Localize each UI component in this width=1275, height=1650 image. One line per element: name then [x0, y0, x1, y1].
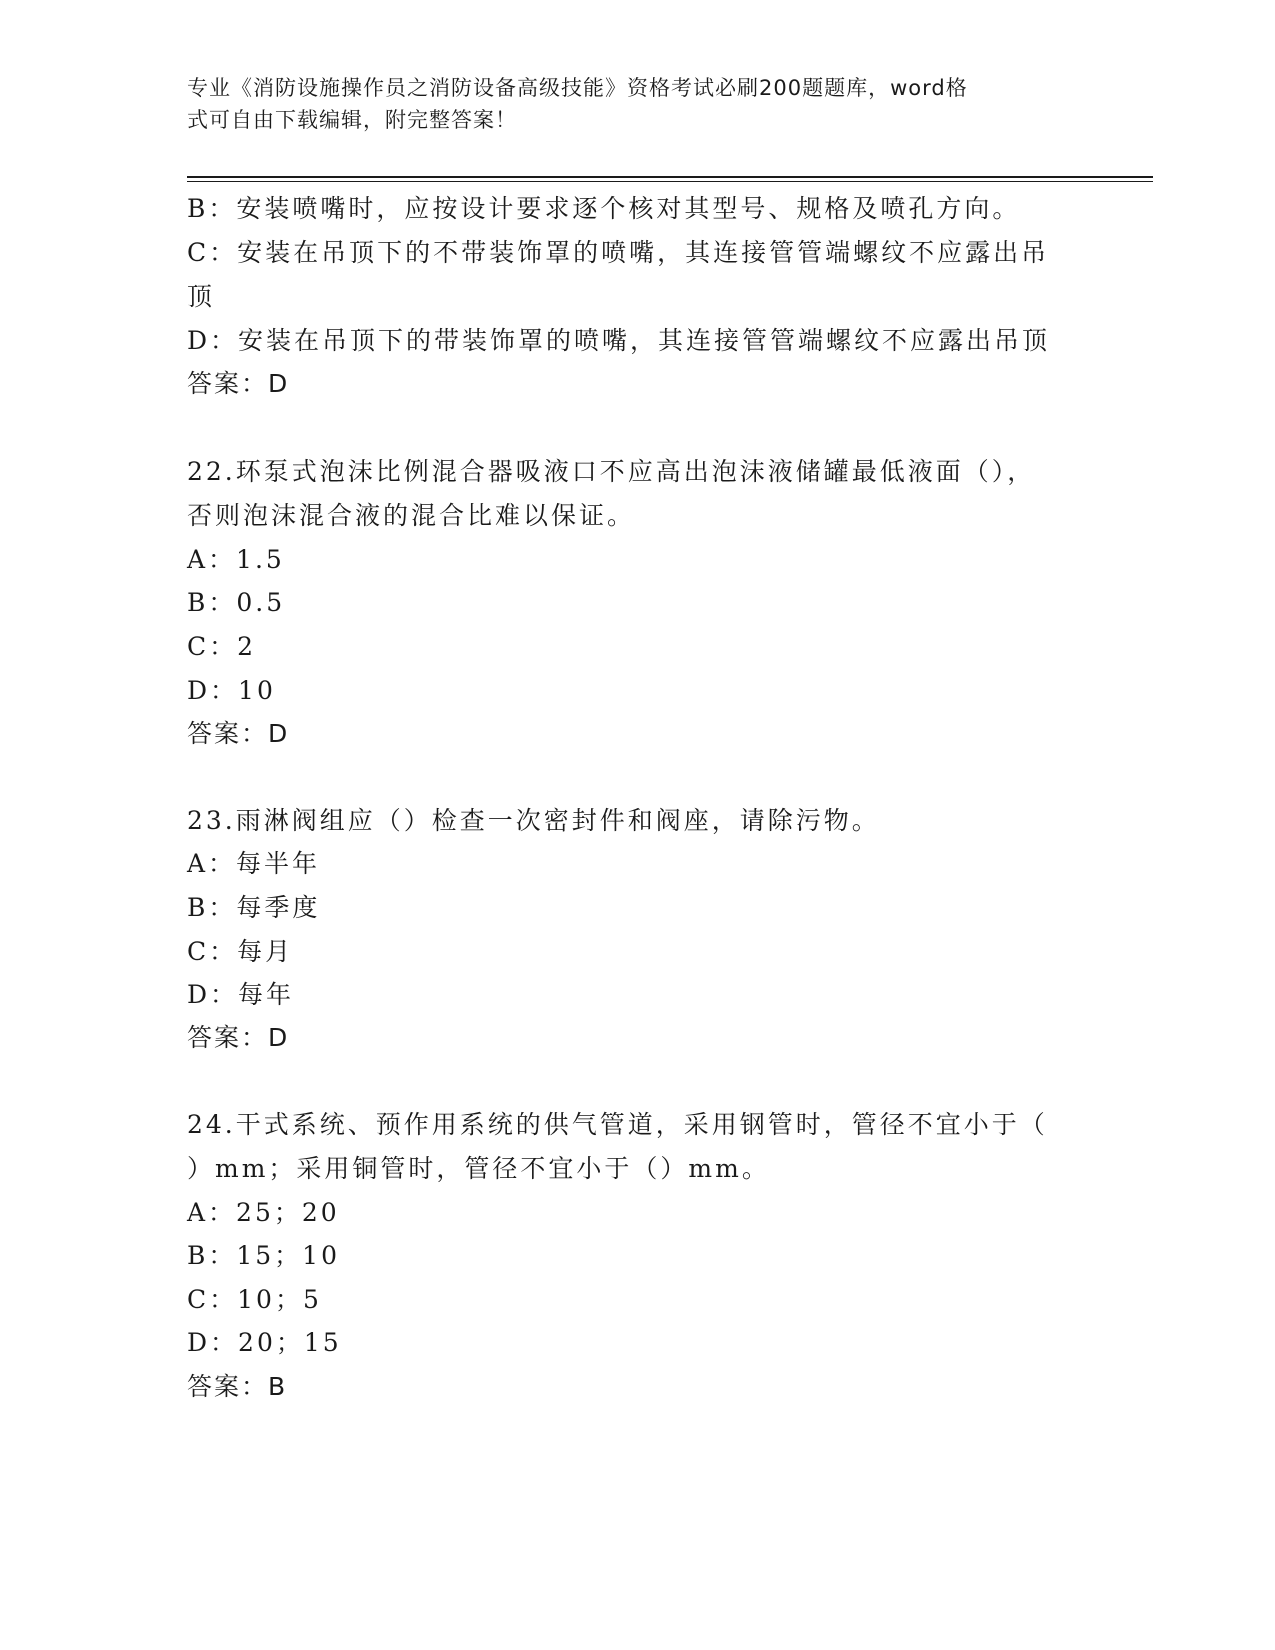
q22-option-d: D：10	[187, 676, 276, 705]
q22-answer: 答案：D	[187, 719, 290, 748]
q24-option-a: A：25；20	[187, 1198, 340, 1227]
q24-option-c: C：10；5	[187, 1285, 322, 1314]
q23-stem: 23.雨淋阀组应（）检查一次密封件和阀座，请除污物。	[187, 806, 880, 835]
q21-option-d: D：安装在吊顶下的带装饰罩的喷嘴，其连接管管端螺纹不应露出吊顶	[187, 326, 1051, 355]
header-line-1: 专业《消防设施操作员之消防设备高级技能》资格考试必刷200题题库，word格	[187, 76, 968, 100]
q21-option-c-line-2: 顶	[187, 282, 216, 311]
q21-option-c-line-1: C：安装在吊顶下的不带装饰罩的喷嘴，其连接管管端螺纹不应露出吊	[187, 238, 1050, 267]
q23-option-c: C：每月	[187, 937, 294, 966]
q22-stem-line-2: 否则泡沫混合液的混合比难以保证。	[187, 501, 636, 530]
q22-stem-line-1: 22.环泵式泡沫比例混合器吸液口不应高出泡沫液储罐最低液面（），	[187, 457, 1036, 486]
q24-answer: 答案：B	[187, 1372, 288, 1401]
q23-answer: 答案：D	[187, 1023, 290, 1052]
q22-option-b: B：0.5	[187, 588, 286, 617]
q24-option-b: B：15；10	[187, 1241, 340, 1270]
q23-option-d: D：每年	[187, 980, 295, 1009]
header-line-2: 式可自由下载编辑，附完整答案！	[187, 108, 517, 132]
q22-option-c: C：2	[187, 632, 257, 661]
q24-stem-line-2: ）mm；采用铜管时，管径不宜小于（）mm。	[187, 1154, 770, 1183]
q24-stem-line-1: 24.干式系统、预作用系统的供气管道，采用钢管时，管径不宜小于（	[187, 1110, 1048, 1139]
header-divider-thick	[187, 176, 1153, 178]
q24-option-d: D：20；15	[187, 1328, 342, 1357]
header-divider-thin	[187, 181, 1153, 182]
document-header	[187, 72, 1067, 136]
q22-option-a: A：1.5	[187, 545, 285, 574]
q21-answer: 答案：D	[187, 369, 290, 398]
q21-option-b: B：安装喷嘴时，应按设计要求逐个核对其型号、规格及喷孔方向。	[187, 194, 1021, 223]
q23-option-b: B：每季度	[187, 893, 321, 922]
q23-option-a: A：每半年	[187, 849, 321, 878]
